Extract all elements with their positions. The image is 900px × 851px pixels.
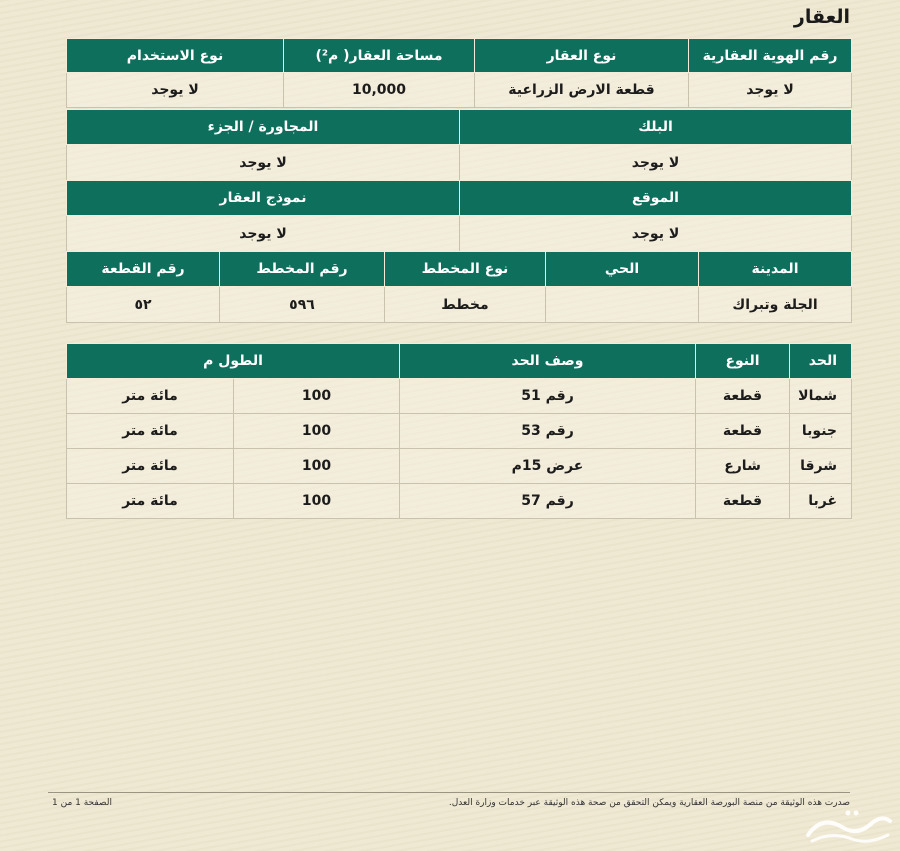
value-district (546, 287, 699, 323)
table-row (67, 379, 852, 414)
header-property-id: رقم الهوية العقارية (689, 39, 852, 73)
header-city: المدينة (699, 252, 852, 287)
value-neighborhood-part: لا يوجد (67, 145, 460, 181)
boundary-length: 100 (234, 379, 400, 414)
boundary-type: شارع (696, 449, 790, 484)
header-property-area: مساحة العقار( م²) (284, 39, 475, 73)
header-boundary-type: النوع (696, 344, 790, 379)
haraj-logo-icon (802, 805, 894, 845)
boundary-side: شمالا (790, 379, 852, 414)
location-model-table (66, 180, 852, 252)
boundary-length-text: مائة متر (67, 379, 234, 414)
property-info-table (66, 38, 852, 108)
header-property-model: نموذج العقار (67, 181, 460, 216)
footer-divider (48, 792, 850, 793)
boundary-length-text: مائة متر (67, 484, 234, 519)
boundary-description: رقم 53 (400, 414, 696, 449)
boundary-description: رقم 57 (400, 484, 696, 519)
page-number: الصفحة 1 من 1 (52, 798, 112, 808)
value-plan-type: مخطط (385, 287, 546, 323)
boundary-description: عرض 15م (400, 449, 696, 484)
header-district: الحي (546, 252, 699, 287)
table-row (67, 414, 852, 449)
header-boundary-description: وصف الحد (400, 344, 696, 379)
value-plan-number: ٥٩٦ (220, 287, 385, 323)
header-usage-type: نوع الاستخدام (67, 39, 284, 73)
header-plan-number: رقم المخطط (220, 252, 385, 287)
header-plot-number: رقم القطعة (67, 252, 220, 287)
header-plan-type: نوع المخطط (385, 252, 546, 287)
boundary-type: قطعة (696, 484, 790, 519)
city-plan-table (66, 251, 852, 323)
table-row (67, 484, 852, 519)
boundary-side: شرقا (790, 449, 852, 484)
header-boundary-side: الحد (790, 344, 852, 379)
boundary-side: غربا (790, 484, 852, 519)
value-location: لا يوجد (460, 216, 852, 252)
header-boundary-length: الطول م (67, 344, 400, 379)
boundary-side: جنوبا (790, 414, 852, 449)
value-usage-type: لا يوجد (67, 73, 284, 108)
value-property-model: لا يوجد (67, 216, 460, 252)
header-location: الموقع (460, 181, 852, 216)
header-block: البلك (460, 110, 852, 145)
boundaries-table (66, 343, 852, 519)
value-property-area: 10,000 (284, 73, 475, 108)
block-neighborhood-table (66, 109, 852, 181)
value-block: لا يوجد (460, 145, 852, 181)
header-neighborhood-part: المجاورة / الجزء (67, 110, 460, 145)
boundary-length-text: مائة متر (67, 449, 234, 484)
boundary-description: رقم 51 (400, 379, 696, 414)
value-plot-number: ٥٢ (67, 287, 220, 323)
boundary-type: قطعة (696, 414, 790, 449)
section-title: العقار (793, 6, 850, 28)
boundary-length-text: مائة متر (67, 414, 234, 449)
value-property-id: لا يوجد (689, 73, 852, 108)
table-row (67, 449, 852, 484)
header-property-type: نوع العقار (475, 39, 689, 73)
value-city: الجلة وتبراك (699, 287, 852, 323)
footer-notice: صدرت هذه الوثيقة من منصة البورصة العقارية ويمكن التحقق من صحة هذه الوثيقة عبر خدمات وزارة العدل. (448, 798, 850, 808)
boundary-length: 100 (234, 414, 400, 449)
value-property-type: قطعة الارض الزراعية (475, 73, 689, 108)
boundary-length: 100 (234, 449, 400, 484)
boundary-length: 100 (234, 484, 400, 519)
boundary-type: قطعة (696, 379, 790, 414)
